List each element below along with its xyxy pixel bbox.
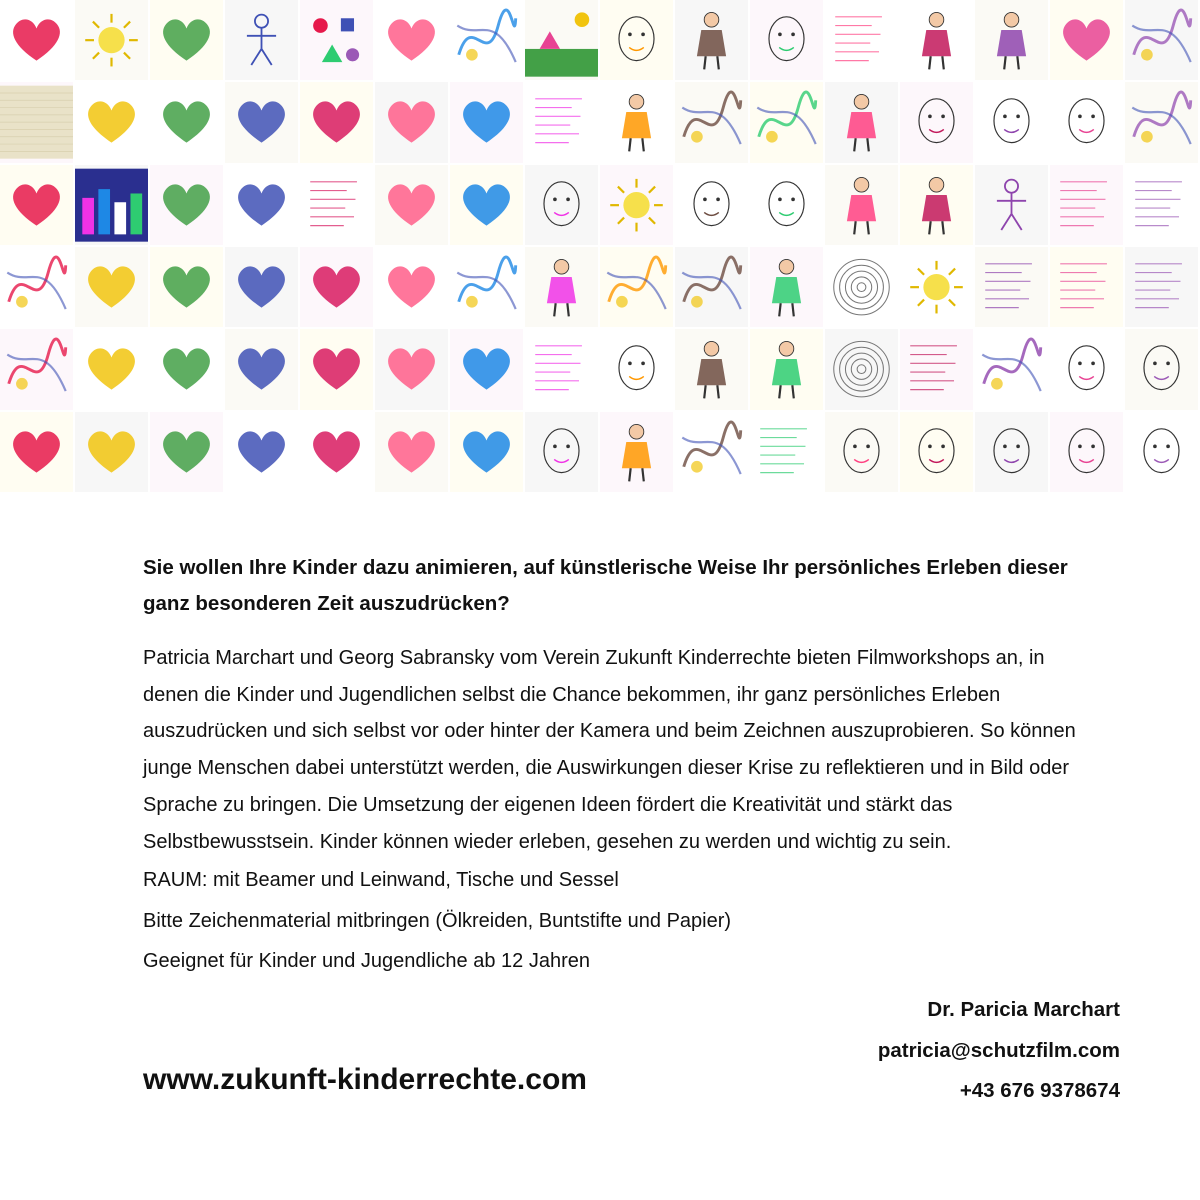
texture-drawing bbox=[0, 82, 75, 164]
heart-drawing bbox=[225, 165, 300, 247]
face-drawing bbox=[750, 165, 825, 247]
workshop-description: Patricia Marchart und Georg Sabransky vom Verein Zukunft Kinderrechte bieten Filmworkshops an, in denen die Kinder und Jugendlichen selbst die Chance bekommen, ihr ganz persönliches Erleben auszudrücken und sich selbst vor oder hinter der Kamera und beim Zeichnen auszuprobieren. So können junge Menschen dabei unterstützt werden, die Auswirkungen dieser Krise zu reflektieren und in Bild oder Sprache zu bringen. Die Umsetzung der eigenen Ideen fördert die Kreativität und stärkt das Selbstbewusstsein. Kinder können wieder erleben, gesehen zu werden und wichtig zu sein. bbox=[143, 647, 1076, 853]
person-drawing bbox=[975, 0, 1050, 82]
person-drawing bbox=[900, 0, 975, 82]
sun-drawing bbox=[900, 247, 975, 329]
heart-drawing bbox=[75, 412, 150, 494]
person-drawing bbox=[600, 412, 675, 494]
drawing-gallery bbox=[0, 0, 1200, 494]
abstract-drawing bbox=[600, 247, 675, 329]
heart-drawing bbox=[225, 329, 300, 411]
text-drawing bbox=[1125, 165, 1200, 247]
heart-drawing bbox=[225, 412, 300, 494]
heart-drawing bbox=[150, 165, 225, 247]
heart-drawing bbox=[150, 412, 225, 494]
heart-drawing bbox=[450, 82, 525, 164]
text-drawing bbox=[825, 0, 900, 82]
materials-info: Bitte Zeichenmaterial mitbringen (Ölkreiden, Buntstifte und Papier) bbox=[143, 909, 732, 932]
face-drawing bbox=[525, 412, 600, 494]
heart-drawing bbox=[75, 329, 150, 411]
person-drawing bbox=[825, 82, 900, 164]
text-drawing bbox=[525, 82, 600, 164]
age-info: Geeignet für Kinder und Jugendliche ab 12 Jahren bbox=[143, 950, 590, 973]
face-drawing bbox=[525, 165, 600, 247]
heart-drawing bbox=[300, 412, 375, 494]
person-drawing bbox=[825, 165, 900, 247]
heart-drawing bbox=[150, 82, 225, 164]
face-drawing bbox=[600, 0, 675, 82]
person-drawing bbox=[675, 0, 750, 82]
heart-drawing bbox=[450, 329, 525, 411]
text-drawing bbox=[900, 329, 975, 411]
text-drawing bbox=[300, 165, 375, 247]
website-link[interactable]: www.zukunft-kinderrechte.com bbox=[143, 1063, 587, 1096]
abstract-drawing bbox=[675, 82, 750, 164]
heart-drawing bbox=[150, 329, 225, 411]
city-drawing bbox=[75, 165, 150, 247]
contact-email[interactable]: patricia@schutzfilm.com bbox=[877, 1038, 1120, 1062]
abstract-drawing bbox=[1125, 82, 1200, 164]
face-drawing bbox=[1050, 82, 1125, 164]
heart-drawing bbox=[375, 165, 450, 247]
heart-drawing bbox=[300, 82, 375, 164]
abstract-drawing bbox=[975, 329, 1050, 411]
heart-drawing bbox=[150, 247, 225, 329]
contact-block bbox=[878, 990, 1120, 1112]
spiral-drawing bbox=[825, 329, 900, 411]
sun-drawing bbox=[600, 165, 675, 247]
heart-drawing bbox=[375, 247, 450, 329]
spiral-drawing bbox=[825, 247, 900, 329]
abstract-drawing bbox=[450, 0, 525, 82]
face-drawing bbox=[975, 412, 1050, 494]
stick-figure-drawing bbox=[225, 0, 300, 82]
text-drawing bbox=[975, 247, 1050, 329]
stick-figure-drawing bbox=[975, 165, 1050, 247]
abstract-drawing bbox=[1125, 0, 1200, 82]
person-drawing bbox=[600, 82, 675, 164]
heart-drawing bbox=[1050, 0, 1125, 82]
heart-drawing bbox=[75, 82, 150, 164]
abstract-drawing bbox=[750, 82, 825, 164]
heart-drawing bbox=[0, 412, 75, 494]
heart-drawing bbox=[300, 329, 375, 411]
abstract-drawing bbox=[675, 412, 750, 494]
face-drawing bbox=[600, 329, 675, 411]
face-drawing bbox=[675, 165, 750, 247]
text-drawing bbox=[750, 412, 825, 494]
abstract-drawing bbox=[675, 247, 750, 329]
landscape-drawing bbox=[525, 0, 600, 82]
heart-drawing bbox=[75, 247, 150, 329]
contact-phone[interactable]: +43 676 9378674 bbox=[959, 1079, 1120, 1102]
contact-name: Dr. Paricia Marchart bbox=[927, 998, 1120, 1021]
person-drawing bbox=[525, 247, 600, 329]
text-drawing bbox=[525, 329, 600, 411]
face-drawing bbox=[1050, 412, 1125, 494]
abstract-drawing bbox=[0, 329, 75, 411]
abstract-drawing bbox=[450, 247, 525, 329]
sun-drawing bbox=[75, 0, 150, 82]
person-drawing bbox=[750, 329, 825, 411]
heart-drawing bbox=[375, 329, 450, 411]
face-drawing bbox=[750, 0, 825, 82]
text-drawing bbox=[1050, 165, 1125, 247]
heart-drawing bbox=[450, 165, 525, 247]
person-drawing bbox=[675, 329, 750, 411]
heart-drawing bbox=[375, 0, 450, 82]
shapes-drawing bbox=[300, 0, 375, 82]
text-drawing bbox=[1125, 247, 1200, 329]
heart-drawing bbox=[375, 82, 450, 164]
flyer-content bbox=[143, 550, 1123, 982]
heart-drawing bbox=[375, 412, 450, 494]
abstract-drawing bbox=[0, 247, 75, 329]
heart-drawing bbox=[225, 247, 300, 329]
face-drawing bbox=[1050, 329, 1125, 411]
room-info: RAUM: mit Beamer und Leinwand, Tische und Sessel bbox=[143, 869, 619, 892]
face-drawing bbox=[975, 82, 1050, 164]
heart-drawing bbox=[300, 247, 375, 329]
heart-drawing bbox=[0, 0, 75, 82]
heart-drawing bbox=[150, 0, 225, 82]
face-drawing bbox=[900, 412, 975, 494]
text-drawing bbox=[1050, 247, 1125, 329]
heart-drawing bbox=[0, 165, 75, 247]
person-drawing bbox=[900, 165, 975, 247]
face-drawing bbox=[900, 82, 975, 164]
face-drawing bbox=[825, 412, 900, 494]
intro-question: Sie wollen Ihre Kinder dazu animieren, auf künstlerische Weise Ihr persönliches Erleben dieser ganz besonderen Zeit auszudrücken? bbox=[143, 556, 1068, 615]
face-drawing bbox=[1125, 412, 1200, 494]
face-drawing bbox=[1125, 329, 1200, 411]
heart-drawing bbox=[225, 82, 300, 164]
heart-drawing bbox=[450, 412, 525, 494]
person-drawing bbox=[750, 247, 825, 329]
